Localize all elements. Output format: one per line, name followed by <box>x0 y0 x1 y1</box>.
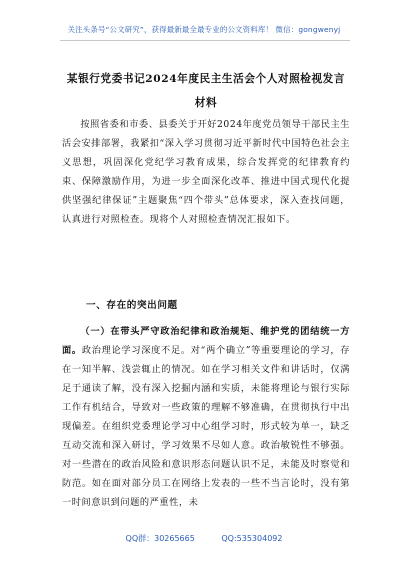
footer-qq: QQ:535304092 <box>221 534 283 543</box>
item-one-paragraph <box>62 322 350 512</box>
footer-contact <box>0 533 408 544</box>
header-banner: 关注头条号“公文研究”，获得最新最全最专业的公文资料库！ 微信：gongwenyj <box>67 25 341 34</box>
footer-qq-group: QQ群：30265665 <box>125 534 195 543</box>
intro-paragraph: 按照省委和市委、县委关于开好2024年度党员领导干部民主生活会安排部署，我紧扣“深入学习贯彻习近平新时代中国特色社会主义思想，巩固深化党纪学习教育成果，综合发挥党的纪律教育约束、保障激励作用，为进一步全面深化改革、推进中国式现代化提供坚强纪律保证”主题聚焦“四个带头”总体要求，深入查找问题，认真进行对照检查。现将个人对照检查情况汇报如下。 <box>62 119 350 225</box>
section-heading: 一、存在的突出问题 <box>86 300 178 311</box>
header-divider <box>60 40 350 41</box>
document-title: 某银行党委书记2024年度民主生活会个人对照检视发言材料 <box>66 73 346 109</box>
item-one-body: 政治理论学习深度不足。对“两个确立”等重要理论的学习，存在一知半解、浅尝辄止的情况。如在学习相关文件和讲话时，仅满足于通读了解，没有深入挖掘内涵和实质，未能将理论与银行实际工作有机结合，导致对一些政策的理解不够准确，在贯彻执行中出现偏差。在组织党委理论学习中心组学习时，形式较为单一，缺乏互动交流和深入研讨，学习效果不尽如人意。政治敏锐性不够强。对一些潜在的政治风险和意识形态问题认识不足，未能及时察觉和防范。如在面对部分员工在网络上发表的一些不当言论时，没有第一时间意识到问题的严重性，未 <box>62 345 350 508</box>
item-one-lead: （一）在带头严守政治纪律和政治规矩、维护党的团结统一方面。 <box>62 326 350 356</box>
